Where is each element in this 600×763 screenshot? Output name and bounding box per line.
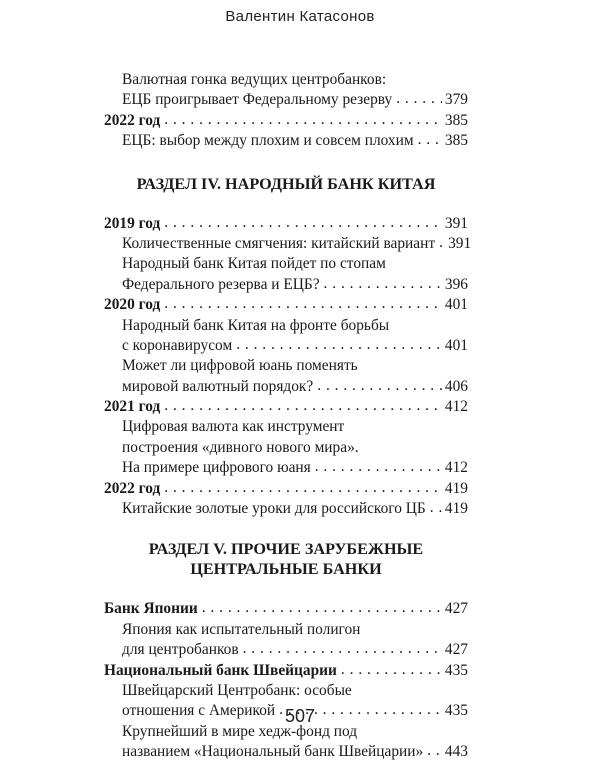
- table-of-contents: [104, 70, 472, 763]
- dot-leader: [396, 89, 442, 109]
- toc-entry-label: Количественные смягчения: китайский вариант: [122, 234, 436, 252]
- toc-entry-label: ЕЦБ проигрывает Федеральному резерву: [122, 91, 393, 109]
- toc-entry-label: Валютная гонка ведущих центробанков:: [122, 71, 387, 88]
- toc-entry-label: Народный банк Китая на фронте борьбы: [122, 316, 390, 334]
- toc-page-number: 419: [444, 479, 468, 497]
- toc-year-label: 2021 год: [104, 398, 161, 416]
- dot-leader: [418, 130, 442, 150]
- dot-leader: [164, 396, 442, 416]
- toc-entry-label: Швейцарский Центробанк: особые: [122, 681, 352, 699]
- toc-page-number: 391: [448, 234, 472, 252]
- dot-leader: [341, 660, 442, 680]
- toc-entry-label: для центробанков: [122, 641, 239, 659]
- toc-year-heading: [104, 111, 468, 131]
- toc-entry-label: мировой валютный порядок?: [122, 377, 314, 395]
- toc-entry: [104, 640, 468, 660]
- dot-leader: [243, 639, 442, 659]
- dot-leader: [430, 498, 442, 518]
- toc-year-label: 2019 год: [104, 214, 161, 232]
- toc-chapter-label: Банк Японии: [104, 600, 198, 618]
- toc-entry-label: Федерального резерва и ЕЦБ?: [122, 275, 320, 293]
- toc-chapter-heading: [104, 599, 468, 619]
- toc-page-number: 443: [444, 743, 468, 761]
- toc-entry-label: построения «дивного нового мира».: [122, 438, 359, 456]
- dot-leader: [439, 233, 445, 253]
- dot-leader: [164, 213, 442, 233]
- toc-page-number: 435: [444, 702, 468, 720]
- toc-page-number: 435: [444, 661, 468, 679]
- toc-entry-label: Может ли цифровой юань поменять: [122, 357, 358, 375]
- dot-leader: [317, 376, 442, 396]
- toc-page-number: 406: [444, 377, 468, 395]
- toc-entry-label: Китайские золотые уроки для российского ЦБ: [122, 500, 426, 518]
- toc-page-number: 396: [444, 275, 468, 293]
- toc-entry-label: ЕЦБ: выбор между плохим и совсем плохим: [122, 132, 414, 150]
- toc-entry: [104, 131, 468, 151]
- toc-entry-label: с коронавирусом: [122, 336, 233, 354]
- toc-entry-text: [104, 417, 468, 437]
- toc-entry-text: [104, 356, 468, 376]
- toc-page-number: 427: [444, 600, 468, 618]
- toc-year-label: 2022 год: [104, 479, 161, 497]
- toc-entry: [104, 458, 468, 478]
- dot-leader: [164, 478, 442, 498]
- toc-year-heading: [104, 295, 468, 315]
- toc-entry: [104, 275, 468, 295]
- dot-leader: [164, 110, 442, 130]
- toc-entry-text: [104, 620, 468, 640]
- toc-entry-text: [104, 438, 468, 458]
- toc-entry-text: [104, 316, 468, 336]
- toc-entry-label: Народный банк Китая пойдет по стопам: [122, 255, 386, 273]
- toc-page-number: 391: [444, 214, 468, 232]
- toc-entry-text: [104, 681, 468, 701]
- toc-page-number: 412: [444, 459, 468, 477]
- toc-page-number: 401: [444, 336, 468, 354]
- toc-chapter-label: Национальный банк Швейцарии: [104, 661, 337, 679]
- toc-entry-label: Япония как испытательный полигон: [122, 620, 361, 638]
- toc-entry: [104, 234, 472, 254]
- toc-page-number: 401: [444, 296, 468, 314]
- toc-entry: [104, 90, 468, 110]
- toc-page-number: 385: [444, 111, 468, 129]
- dot-leader: [315, 457, 442, 477]
- dot-leader: [324, 274, 442, 294]
- section-heading: РАЗДЕЛ IV. НАРОДНЫЙ БАНК КИТАЯ: [136, 174, 436, 193]
- dot-leader: [202, 598, 442, 618]
- dot-leader: [427, 741, 442, 761]
- toc-year-label: 2022 год: [104, 111, 161, 129]
- toc-page-number: 379: [444, 91, 468, 109]
- section-heading: [104, 539, 468, 579]
- toc-entry: [104, 336, 468, 356]
- toc-page-number: 427: [444, 641, 468, 659]
- toc-entry-label: Крупнейший в мире хедж-фонд под: [122, 722, 358, 740]
- dot-leader: [164, 294, 442, 314]
- running-header: Валентин Катасонов: [225, 8, 375, 25]
- toc-entry-label: Цифровая валюта как инструмент: [122, 418, 345, 436]
- toc-page-number: 419: [444, 500, 468, 518]
- toc-entry-label: названием «Национальный банк Швейцарии»: [122, 743, 424, 761]
- toc-year-label: 2020 год: [104, 296, 161, 314]
- toc-page-number: 412: [444, 398, 468, 416]
- toc-chapter-heading: [104, 661, 468, 681]
- toc-year-heading: [104, 479, 468, 499]
- toc-entry-text: [104, 70, 468, 90]
- toc-entry-label: отношения с Америкой: [122, 702, 276, 720]
- dot-leader: [236, 335, 442, 355]
- toc-year-heading: [104, 214, 468, 234]
- page-number: 507: [284, 706, 316, 726]
- toc-page-number: 385: [444, 132, 468, 150]
- section-heading-line: ЦЕНТРАЛЬНЫЕ БАНКИ: [190, 560, 382, 579]
- toc-entry-label: На примере цифрового юаня: [122, 459, 311, 477]
- toc-entry-text: [104, 254, 468, 274]
- toc-entry: [104, 377, 468, 397]
- toc-entry: [104, 742, 468, 762]
- toc-year-heading: [104, 397, 468, 417]
- toc-entry: [104, 499, 468, 519]
- section-heading-line: РАЗДЕЛ V. ПРОЧИЕ ЗАРУБЕЖНЫЕ: [148, 540, 424, 559]
